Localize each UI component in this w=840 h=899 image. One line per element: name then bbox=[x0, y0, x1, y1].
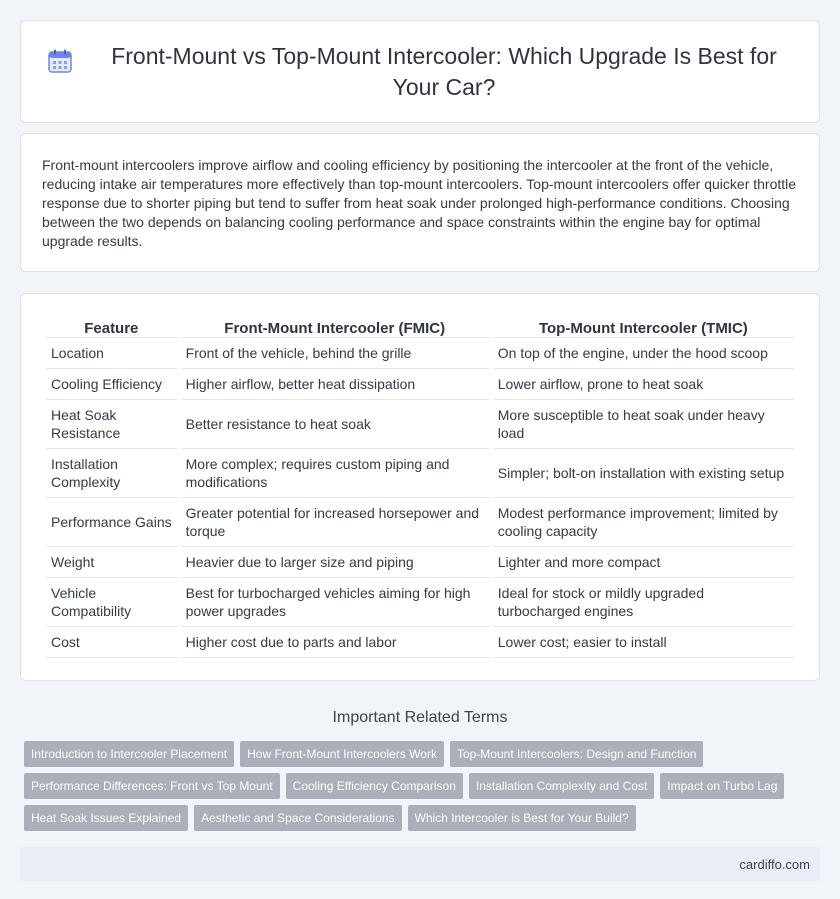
related-tag[interactable]: Installation Complexity and Cost bbox=[469, 773, 654, 799]
cell-fmic: Heavier due to larger size and piping bbox=[181, 547, 489, 578]
cell-tmic: More susceptible to heat soak under heavy load bbox=[493, 400, 794, 449]
cell-feature: Performance Gains bbox=[46, 498, 177, 547]
cell-feature: Cooling Efficiency bbox=[46, 369, 177, 400]
cell-feature: Vehicle Compatibility bbox=[46, 578, 177, 627]
cell-fmic: Higher airflow, better heat dissipation bbox=[181, 369, 489, 400]
header-feature: Feature bbox=[46, 316, 177, 338]
table-row bbox=[46, 578, 794, 627]
related-tag[interactable]: Which Intercooler is Best for Your Build? bbox=[408, 805, 636, 831]
related-tag[interactable]: Heat Soak Issues Explained bbox=[24, 805, 188, 831]
cell-tmic: Lower airflow, prone to heat soak bbox=[493, 369, 794, 400]
calendar-icon bbox=[46, 47, 74, 75]
cell-feature: Location bbox=[46, 338, 177, 369]
title-card bbox=[20, 20, 820, 123]
table-row bbox=[46, 627, 794, 658]
intro-card bbox=[20, 133, 820, 272]
table-row bbox=[46, 400, 794, 449]
cell-fmic: Higher cost due to parts and labor bbox=[181, 627, 489, 658]
header-tmic: Top-Mount Intercooler (TMIC) bbox=[493, 316, 794, 338]
related-tag[interactable]: Performance Differences: Front vs Top Mount bbox=[24, 773, 280, 799]
cell-fmic: More complex; requires custom piping and modifications bbox=[181, 449, 489, 498]
cell-tmic: Ideal for stock or mildly upgraded turbocharged engines bbox=[493, 578, 794, 627]
cell-tmic: On top of the engine, under the hood scoop bbox=[493, 338, 794, 369]
cell-fmic: Best for turbocharged vehicles aiming for high power upgrades bbox=[181, 578, 489, 627]
header-fmic: Front-Mount Intercooler (FMIC) bbox=[181, 316, 489, 338]
cell-tmic: Lighter and more compact bbox=[493, 547, 794, 578]
comparison-table-card bbox=[20, 293, 820, 681]
related-tags bbox=[20, 741, 820, 837]
cell-tmic: Modest performance improvement; limited by cooling capacity bbox=[493, 498, 794, 547]
table-row bbox=[46, 498, 794, 547]
page-title: Front-Mount vs Top-Mount Intercooler: Which Upgrade Is Best for Your Car? bbox=[111, 42, 777, 100]
intro-paragraph: Front-mount intercoolers improve airflow and cooling efficiency by positioning the intercooler at the front of the vehicle, reducing intake air temperatures more effectively than top-mount intercoolers. Top-mount intercoolers offer quicker throttle response due to shorter piping but tend to suffer from heat soak under prolonged high-performance conditions. Choosing between the two depends on balancing cooling performance and space constraints within the engine bay for optimal upgrade results. bbox=[42, 157, 797, 249]
footer-site: cardiffo.com bbox=[739, 856, 810, 872]
cell-tmic: Simpler; bolt-on installation with existing setup bbox=[493, 449, 794, 498]
table-row bbox=[46, 547, 794, 578]
related-tag[interactable]: Cooling Efficiency Comparison bbox=[286, 773, 463, 799]
footer bbox=[20, 847, 820, 881]
related-tag[interactable]: Introduction to Intercooler Placement bbox=[24, 741, 234, 767]
related-tag[interactable]: Top-Mount Intercoolers: Design and Function bbox=[450, 741, 703, 767]
cell-feature: Weight bbox=[46, 547, 177, 578]
related-tag[interactable]: Impact on Turbo Lag bbox=[660, 773, 784, 799]
cell-fmic: Greater potential for increased horsepower and torque bbox=[181, 498, 489, 547]
related-terms-section bbox=[20, 709, 820, 837]
table-row bbox=[46, 369, 794, 400]
cell-feature: Installation Complexity bbox=[46, 449, 177, 498]
cell-fmic: Better resistance to heat soak bbox=[181, 400, 489, 449]
related-tag[interactable]: How Front-Mount Intercoolers Work bbox=[240, 741, 444, 767]
comparison-table bbox=[42, 316, 798, 658]
cell-feature: Heat Soak Resistance bbox=[46, 400, 177, 449]
title-wrap bbox=[46, 41, 794, 103]
table-row bbox=[46, 449, 794, 498]
cell-fmic: Front of the vehicle, behind the grille bbox=[181, 338, 489, 369]
related-terms-title: Important Related Terms bbox=[332, 709, 508, 726]
cell-feature: Cost bbox=[46, 627, 177, 658]
table-header-row bbox=[46, 316, 794, 338]
table-row bbox=[46, 338, 794, 369]
cell-tmic: Lower cost; easier to install bbox=[493, 627, 794, 658]
related-tag[interactable]: Aesthetic and Space Considerations bbox=[194, 805, 401, 831]
